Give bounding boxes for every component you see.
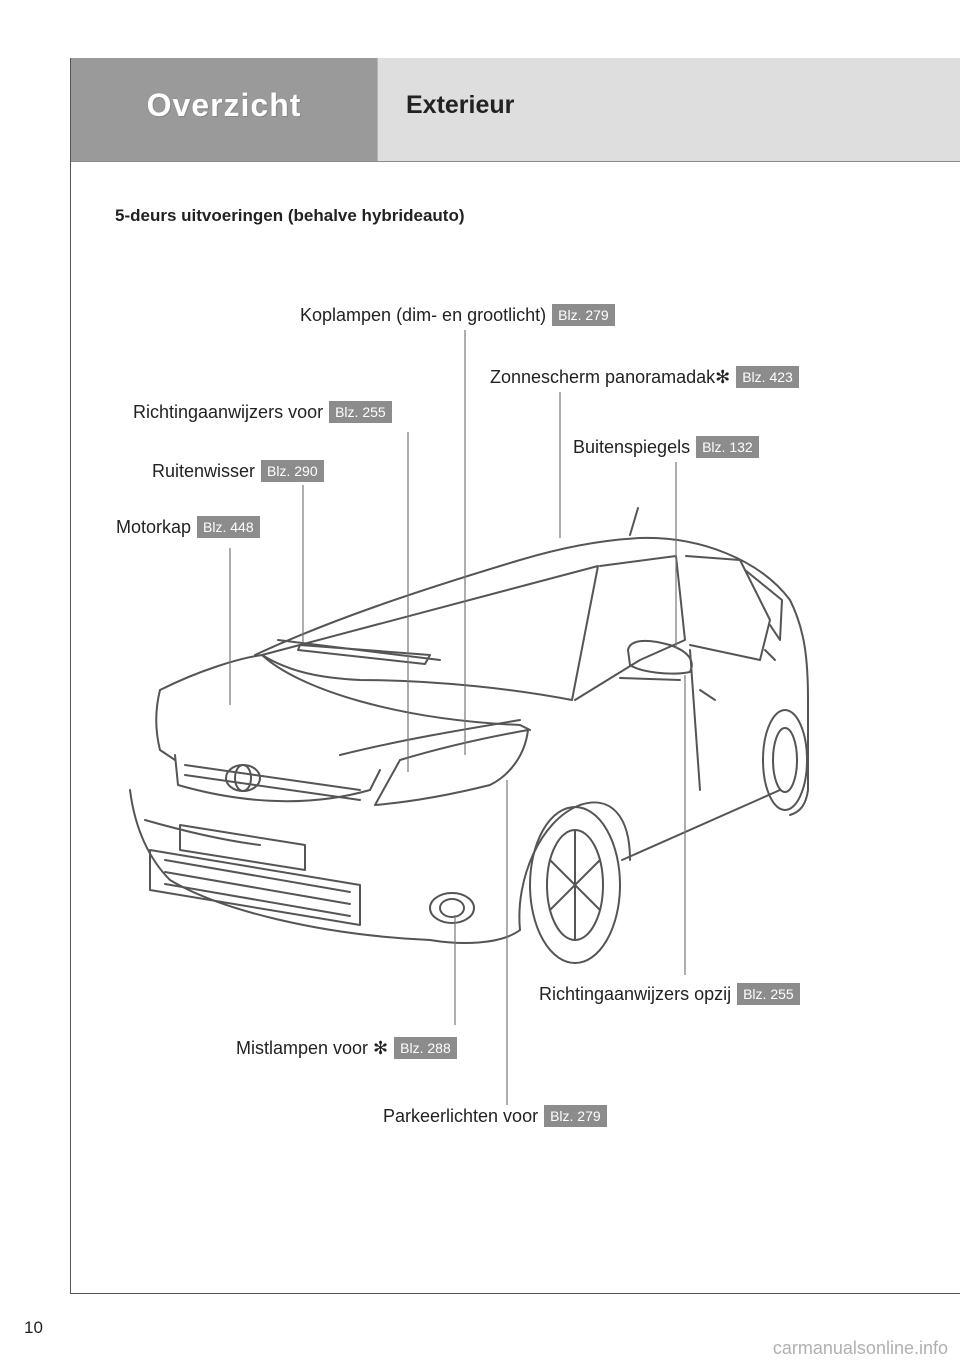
subsection-title: Exterieur (406, 91, 515, 119)
page-reference-badge[interactable]: Blz. 288 (394, 1037, 457, 1059)
callout-sunshade (490, 366, 799, 388)
callout-front-turn-signals (133, 401, 392, 423)
callout-parking-lights (383, 1105, 607, 1127)
page-reference-badge[interactable]: Blz. 255 (737, 983, 800, 1005)
page-reference-badge[interactable]: Blz. 290 (261, 460, 324, 482)
callout-fog-lamps (236, 1037, 457, 1059)
callout-label: Koplampen (dim- en grootlicht) (300, 304, 547, 325)
callout-label: Motorkap (116, 516, 192, 537)
callout-mirrors (573, 436, 759, 458)
callout-label: Richtingaanwijzers opzij (539, 983, 732, 1004)
page-reference-badge[interactable]: Blz. 132 (696, 436, 759, 458)
page-number: 10 (24, 1318, 43, 1337)
callout-side-turn-signals (539, 983, 800, 1005)
page-reference-badge[interactable]: Blz. 279 (552, 304, 615, 326)
callout-label: Ruitenwisser (152, 460, 256, 481)
callout-label: Mistlampen voor ✻ (236, 1037, 389, 1058)
callout-label: Richtingaanwijzers voor (133, 401, 324, 422)
callout-hood (116, 516, 260, 538)
page-reference-badge[interactable]: Blz. 448 (197, 516, 260, 538)
watermark: carmanualsonline.info (772, 1338, 948, 1358)
page-subtitle: 5-deurs uitvoeringen (behalve hybrideauto) (115, 206, 465, 225)
callout-label: Parkeerlichten voor (383, 1105, 539, 1126)
section-title: Overzicht (146, 87, 302, 123)
callout-label: Zonnescherm panoramadak✻ (490, 366, 731, 387)
callout-wiper (152, 460, 324, 482)
page-reference-badge[interactable]: Blz. 423 (736, 366, 799, 388)
callout-label: Buitenspiegels (573, 436, 691, 457)
page-reference-badge[interactable]: Blz. 255 (329, 401, 392, 423)
callout-headlights (300, 304, 615, 326)
page-reference-badge[interactable]: Blz. 279 (544, 1105, 607, 1127)
